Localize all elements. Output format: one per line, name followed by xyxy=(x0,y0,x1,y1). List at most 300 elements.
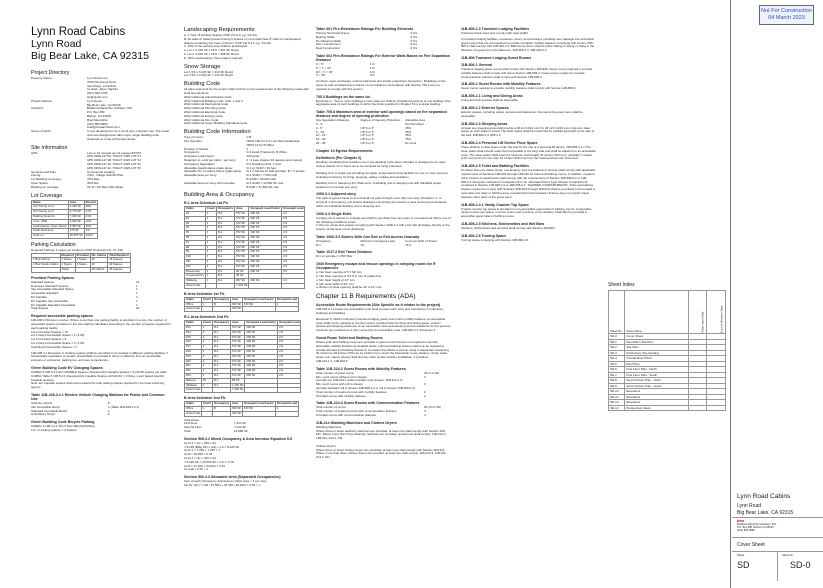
area-schedule-3 xyxy=(184,320,301,393)
section-1006-3-1-heading: 1006.3.1 Adjacent story. xyxy=(316,192,357,197)
area1-cell xyxy=(205,284,216,289)
code-info-value: R-1 Hotel (Transient), B Office xyxy=(246,150,287,155)
t224-row xyxy=(316,395,451,399)
code-info-key: Allowable Area per story: xyxy=(184,173,218,178)
site-entry-value: 30% Min xyxy=(87,180,99,185)
transient-doors-text: In transient lodging facilities, entrances, doors, and doorways providing user passage into and within guest rooms that are not required to provide compliant mobility features complying with section 11B-806.2 shall comply with 11B-404.2.3. Bathrooms doors shall be either sliding or swing in swing in the direction of egress from the bathroom. 11B-206.5.3, 11B-404.2.3 xyxy=(461,36,595,53)
code-info-value: R-1 Dwelling Units: 1 hour xyxy=(246,161,282,166)
area4-cell: 300 SF xyxy=(232,405,242,410)
area1-cell: #3 xyxy=(185,221,206,226)
allowable-area-heading: Section 506.3.3 Allowable Area (Separated Occupancies) xyxy=(184,475,281,480)
code-info-value: V-B xyxy=(246,135,252,140)
titleblock-project-name: Lynn Road Cabins xyxy=(737,493,791,500)
evcs-key: Ambulatory Req'd xyxy=(31,412,55,417)
area1-cell xyxy=(216,284,234,289)
provided-parking-key: EV Capable Standard Accessible xyxy=(31,302,76,307)
area1-cell: R-1 xyxy=(216,269,234,274)
area3-cell: 1 xyxy=(201,350,212,355)
area3-cell: 572 SF xyxy=(231,369,245,374)
chapter-10-heading: Chapter 10 Egress Requirements xyxy=(316,148,373,153)
bike-parking-text: CGBDC 4.106.4.1.1 Short Term Bicycle Parking For <4 parking spaces = 2 Spaces xyxy=(31,424,95,432)
area1-header-cell: Area xyxy=(235,207,249,212)
provided-parking-value: 1 xyxy=(136,291,138,296)
sheet-number-cell: SD-13 xyxy=(609,405,625,411)
site-entry-value: 34'-9" / 60' Max (Site Wide) xyxy=(87,184,124,189)
area1-cell: 572 SF xyxy=(235,260,249,265)
code-info-key: Occupancy: xyxy=(184,150,200,155)
snow-storage-list xyxy=(184,71,309,79)
area3-cell: 572 SF xyxy=(231,326,245,331)
t601-key: Non Bearing Walls xyxy=(316,38,341,43)
area4-cell: B xyxy=(212,406,230,411)
directory-entry-row xyxy=(31,107,171,130)
section-1006-3-3-heading: 1006.3.3 Single Exits. xyxy=(316,211,353,216)
area3-cell: #15 xyxy=(185,335,202,340)
area2-header-cell: Occupant Load Factor xyxy=(244,296,274,301)
area4-header-cell: Occupant Load xyxy=(276,401,298,406)
t7058-cell: 5 - 10' xyxy=(316,129,325,134)
sheet-number-cell: SD-8 xyxy=(609,378,625,384)
area1-cell: Breezeway xyxy=(185,269,206,274)
titleblock-divider-3 xyxy=(732,551,823,552)
t7058-cell: UP S or P xyxy=(360,133,374,138)
t10063-cell: 75 ft xyxy=(405,242,411,247)
area4-row xyxy=(185,411,299,416)
area1-cell: R-1 xyxy=(216,212,234,217)
code-info-value: 1 xyxy=(246,146,249,151)
area4-header-cell: Cabin xyxy=(185,402,202,407)
t2244-key: Provided rooms with communication features xyxy=(316,413,376,417)
t2244-value: 4 xyxy=(424,413,426,417)
coverage-cell: Total Lot xyxy=(32,234,69,239)
table-224-4-heading: Table 11B-224.4 Guest Rooms with Communication Features xyxy=(316,401,420,406)
sheet-name-cell: Demolition Site Plan xyxy=(625,339,688,345)
area-totals xyxy=(184,419,309,434)
coverage-cell: A/C Paving Lot 2 xyxy=(32,210,69,215)
toilet-bathing-heading: 11B-806.2.5 Toilet and Bathing Facilities xyxy=(461,164,530,169)
site-entry-key: Open Space: xyxy=(31,180,49,185)
firm-info: Bradford MacArthur Architect, INC. P.O. Box 680, Bishop CA 93515 (310) 866-9980 xyxy=(737,523,777,533)
area2-cell: 300 SF xyxy=(232,306,242,311)
area-total-key: First Floor xyxy=(184,421,198,426)
area3-cell: 2.9 xyxy=(278,330,301,335)
sheet-number-label: Sheet No. xyxy=(782,554,794,557)
coverage-cell: 2,776 SF xyxy=(68,210,84,215)
area1-cell: 1 xyxy=(205,226,216,231)
sheet-revision-cell xyxy=(707,405,726,411)
area1-cell: 200 SF xyxy=(249,236,282,241)
table-601-heading: Table 601 Fire-Resistance Ratings For Building Elements xyxy=(316,27,414,31)
table-224-4 xyxy=(316,406,451,417)
area1-cell: 2.9 xyxy=(282,240,305,245)
coverage-cell: 7,048 SF xyxy=(68,214,84,219)
green-code-heading: Green Building Code EV Charging Spaces xyxy=(31,366,103,371)
parking-cell: 1 Space xyxy=(75,263,90,268)
t10063-cell: Occupancy xyxy=(316,238,332,243)
area3-cell: 1 xyxy=(201,383,212,388)
mobility-heading: 11B-806.2 Guest Rooms with Mobility Features xyxy=(461,82,541,87)
area3-cell: 2.9 xyxy=(278,364,301,369)
t2244-value: 4 xyxy=(424,409,426,414)
section-1030-item: e. Bottom of clear opening shall be 44" A.F.F. min. xyxy=(316,285,383,290)
area3-cell: Walkway xyxy=(185,383,202,388)
area-schedule-2-heading: B Area Schedule 1st Flr. xyxy=(184,291,226,296)
area1-cell: 572 SF xyxy=(235,216,249,221)
area-total-value: 7,444 SF xyxy=(234,425,247,430)
t602-key: 10' < X < 30' xyxy=(316,69,333,74)
code-info-value: NFPA 13R for R-1 Low Rise Residential NFPA 13 for B Office xyxy=(246,138,300,147)
area3-cell: #16 xyxy=(185,340,202,345)
t7058-cell: Not Permitted xyxy=(405,121,424,126)
site-entry-row xyxy=(31,152,171,171)
section-1030-list xyxy=(316,271,451,290)
t2244-row xyxy=(316,414,451,418)
area1-cell: 572 SF xyxy=(235,212,249,217)
area2-cell: B xyxy=(212,302,230,307)
provided-parking-value: 1 xyxy=(136,298,138,303)
mixed-occupancy-line: = 8,226 SF / (10,500 SF x 1.0) = 0.78 xyxy=(184,459,234,464)
t2244-key: Total number of required rooms with communication features xyxy=(316,409,397,414)
code-info-value: 200 gross xyxy=(246,154,260,159)
evcs-value: 5 xyxy=(108,401,110,405)
area2-cell xyxy=(275,307,298,312)
t7058-cell: 3 - 5' xyxy=(316,125,323,130)
site-entry-key: Lot Building Coverage: xyxy=(31,177,62,182)
table-705-8-heading: Table 705.8 Maximum area of exterior wall openings based on fire separation distance and degree of opening protection xyxy=(316,110,447,119)
parking-header-cell: Total Required xyxy=(109,252,129,257)
building-code-intro: All plans and work for the project shall conform to the requirements of the following codes with local amendments: xyxy=(184,87,309,95)
area1-cell: #2 xyxy=(185,216,206,221)
area4-cell: 150 SF xyxy=(243,406,276,411)
area1-cell: 572 SF xyxy=(235,226,249,231)
area3-cell: R-1 xyxy=(212,340,230,345)
mixed-occupancy-heading: Section 508.3.2 Mixed Occupancy & Area Increase Equation 5-5 xyxy=(184,436,293,441)
t7058-cell: 45% xyxy=(405,133,412,138)
parking-cell: 10 xyxy=(90,263,108,268)
sheet-number-cell: SD-2 xyxy=(609,345,625,351)
table-601 xyxy=(316,32,451,51)
provided-parking-list xyxy=(31,281,171,311)
area1-cell: #10 xyxy=(185,255,206,260)
titleblock-city: Big Bear Lake, CA 92315 xyxy=(737,510,794,516)
area1-cell: 2.9 xyxy=(282,264,305,269)
area3-cell: Balcony xyxy=(185,378,202,383)
t7058-cell: Degree of Opening Protection xyxy=(360,118,401,123)
mixed-occupancy-line: As B = 36,000 = 0.03 xyxy=(184,452,213,457)
area1-header-cell: Cabin xyxy=(185,207,206,212)
area3-cell: #19 xyxy=(185,354,202,359)
landscaping-heading: Landscaping Requirements xyxy=(184,27,255,33)
area1-cell: 2.9 xyxy=(282,245,305,250)
building-code-heading: Building Code xyxy=(184,81,221,88)
t224-value: 2 xyxy=(424,389,426,394)
area3-cell: 200 SF xyxy=(245,354,278,359)
sheet-name-cell: Elevations xyxy=(625,400,688,406)
area2-cell xyxy=(243,307,276,312)
area1-cell: #5 xyxy=(185,231,206,236)
sheet-index-row xyxy=(609,405,726,411)
t7058-cell: 10 - 15' xyxy=(316,133,326,138)
area2-cell: Grand total xyxy=(186,306,200,311)
t7058-cell: 0 - 3' xyxy=(316,121,323,126)
area1-cell: 1 xyxy=(205,255,216,260)
section-705-3-text: Exception 1 : Two or more buildings on the same lot shall be considered portions of one building if the aggregate area of such buildings is within the limits specified in Chapter 5 for a single building. xyxy=(316,98,451,107)
evcs-row xyxy=(31,413,171,417)
area3-cell: 1 xyxy=(201,354,212,359)
parking-cell: 1 Space xyxy=(60,258,75,263)
parking-cell: 26 Cabins xyxy=(90,268,108,273)
site-entry-value: V(M) - Village Specific Plan xyxy=(87,173,124,178)
area1-cell: 837 SF xyxy=(235,279,249,284)
site-entry-key: APN: xyxy=(31,150,39,155)
snow-storage-heading: Snow Storage xyxy=(184,63,221,70)
area3-cell: 200 SF xyxy=(245,335,278,340)
snow-item: Lot 1 5% x 6,445 SF = 323 SF Req'd xyxy=(184,69,233,74)
building-code-info-heading: Building Code Information xyxy=(184,129,251,136)
area1-header-cell: Occupant Load Factor xyxy=(250,206,281,211)
area1-cell: 1 xyxy=(205,245,216,250)
bike-parking-heading: Green Building Code Bicycle Parking xyxy=(31,420,95,425)
area3-cell: 1 xyxy=(201,359,212,364)
area-total-key: Total: xyxy=(184,428,192,433)
area1-cell: 572 SF xyxy=(235,245,249,250)
t2244-key: Total number of rooms xyxy=(316,405,346,410)
code-item: 2022 California Administrative Code xyxy=(184,94,232,99)
area3-cell: 572 SF xyxy=(231,374,245,379)
t7058-cell: 15 - 20' xyxy=(316,137,326,142)
area3-cell: 200 SF xyxy=(245,374,278,379)
area1-cell: 572 SF xyxy=(235,264,249,269)
area4-cell xyxy=(243,411,276,416)
coverage-cell: 38% xyxy=(84,205,97,210)
exception-text: 11B-208.3.1 Exception 2. Parking spaces shall be permitted to be located in different parking facilities if substantially equivalent or greater accessibility is provided in terms of distance from an accessible entrance or entrances, parking fee, and user convenience. xyxy=(31,350,168,363)
t601-key: Bearing Walls xyxy=(316,34,335,39)
mixed-occupancy-line: As total = 0.97 < 1 xyxy=(184,467,209,472)
sheet-index-header-cell: Sheet Name xyxy=(625,291,688,334)
section-705-3-heading: 705.3 Buildings on the same lot. xyxy=(316,94,371,99)
area3-cell xyxy=(278,388,301,393)
t7058-cell: 20 - 25' xyxy=(316,140,326,145)
area1-cell: 200 SF xyxy=(249,245,282,250)
area3-cell: R-1 xyxy=(212,330,230,335)
area-schedule-4-heading: B Area Schedule 2nd Flr. xyxy=(184,396,227,401)
area1-cell: 2.9 xyxy=(282,250,305,255)
required-accessible-text: 11B-208.2 Minimum number. Where more than one parking facility is provided on a site, the number of accessible spaces provided on the site shall be calculated according to the number of spaces required for each parking facility. xyxy=(31,318,171,330)
t601-value: 0 hrs xyxy=(410,34,418,39)
area-schedule-4 xyxy=(184,401,299,416)
sheet-number-cell: SD-3 xyxy=(609,350,625,356)
area1-cell: R-1 xyxy=(216,260,234,265)
area3-header-cell: Area xyxy=(231,321,245,326)
site-information-heading: Site Information xyxy=(31,144,68,151)
t224-key: Provided rooms with mobility features xyxy=(316,393,366,398)
area3-cell: 572 SF xyxy=(231,330,245,335)
evcs-table xyxy=(31,402,171,417)
area3-cell: R-1 xyxy=(212,345,230,350)
general-text: Transient lodging guest rooms shall comply with Section 11B-806. Guest rooms required to provide mobility features shall comply with Items Section 11B-806.2. Guest rooms required to provide communication features shall comply with Section 11B-806.3. xyxy=(461,66,593,79)
sheet-index-header-cell: Sheet No. xyxy=(609,291,625,334)
parking-header-cell: Provided xyxy=(76,252,89,257)
area3-cell: R-1 xyxy=(212,335,230,340)
area1-cell: R-1 xyxy=(216,279,234,284)
evcs-value: 1 xyxy=(108,408,110,413)
area2-cell: 300 SF xyxy=(232,301,242,306)
table-1017-2-text: R-1 w/ sprinkler = 250' Max xyxy=(316,254,353,259)
section-1006-3-1-text: The path of egress travel to an exit shall not pass through more than one story. Exception 1 : In Group R-1 Occupancy, exit access stairways connecting four stories or less serving and contained within an individual dwelling unit or sleeping unit. xyxy=(316,196,447,208)
evcs-value: 0 xyxy=(108,412,110,417)
area4-cell: 2 xyxy=(275,406,298,411)
provided-parking-heading: Provided Parking Spaces xyxy=(31,275,75,280)
area2-cell xyxy=(201,307,212,312)
column-2 xyxy=(184,24,309,584)
coverage-cell: 2,036 SF xyxy=(68,219,84,224)
site-entry-value: Lots to be merged per lot merger #XXXX APN 0308-147-06, TRACT 2920 LOT 51 APN 0308-147-08, TRACT 2920 LOT 52 APN 0308-147-10, TRACT 2920 LOT 54 APN 0308-147-12, TRACT 2920 LOT 55 xyxy=(87,150,142,170)
area1-cell: 572 SF xyxy=(235,236,249,241)
site-information xyxy=(31,152,171,190)
building-code-info xyxy=(184,136,309,189)
area1-cell: 1 xyxy=(205,216,216,221)
sheet-name-cell: Roof Plan xyxy=(625,361,688,367)
provided-parking-key: Total Spaces xyxy=(31,306,49,311)
provided-parking-key: Standard Spaces xyxy=(31,279,55,284)
kitchens-heading: 11B-806.2.5 Kitchens, Kitchenettes and Wet Bars xyxy=(461,221,545,226)
table-705-8 xyxy=(316,119,451,146)
sheet-issue-cell xyxy=(688,405,707,411)
table-1017-2-heading: Table 1017.2 Exit Travel Distance xyxy=(316,250,373,255)
mixed-occupancy-line: As R-1 = (At + (NS x If)) xyxy=(184,455,216,460)
accessible-line: Total Req'd Accessible Spaces = 2 xyxy=(31,344,77,349)
mixed-occupancy-line: As R-1 = 7,035 + 7,035 = 1 xyxy=(184,448,221,453)
area1-cell: #12 xyxy=(185,264,206,269)
section-1030-item: d. Min clear width of 20" min. xyxy=(316,281,355,286)
parking-cell: 16 Spaces xyxy=(108,258,130,263)
area3-cell: R-1 xyxy=(212,383,230,388)
t7058-cell: 15% xyxy=(405,125,412,130)
area1-cell: 200 SF xyxy=(249,255,282,260)
area2-header-cell: Area xyxy=(231,297,243,302)
area2-header-cell: Occupant Load xyxy=(276,296,298,301)
area3-cell: #13 xyxy=(185,326,202,331)
t10063-cell: 10 xyxy=(360,242,364,247)
area3-cell: 200 SF xyxy=(245,340,278,345)
projections-text: Cornices, eave overhangs, exterior balconies and similar projections, Exception : Buildings on the same lot and considered as portions of one building in accordance with Section 705.3 are not required to comply with this section. xyxy=(316,79,446,91)
exception-6-text: Exception 6. Within multi-story transient lodging guest rooms with mobility features, an accessible route shall not be required to connect stories provided that the living and dining areas, exterior spaces and sleeping areas are on an accessible route and sleeping accommodations for two persons minimum are provided on a story served by an accessible route. 11B-206.2.3, Exception 6 xyxy=(316,316,451,333)
area3-cell: 200 SF xyxy=(245,359,278,364)
area2-header-cell: Occupancy xyxy=(213,296,230,301)
titleblock-divider xyxy=(730,0,731,588)
sheet-number-cell: SD-0 xyxy=(609,334,625,340)
area3-cell: 2.9 xyxy=(278,354,301,359)
code-info-value: R-1 S13R = 7,000 sq/ft B S13R = 36,000 sq/ft xyxy=(246,173,278,181)
area1-cell: 1 xyxy=(205,269,216,274)
area-schedule-2 xyxy=(184,297,299,312)
code-info-key: Occupancy Separation: xyxy=(184,161,216,166)
area4-header-cell: Area xyxy=(231,402,243,407)
evcs-key: Van Accessible Req'd xyxy=(31,404,60,409)
sleeping-areas-heading: 11B-806.2.3 Sleeping Areas xyxy=(461,121,508,126)
table-602 xyxy=(316,63,451,78)
area1-cell: 572 SF xyxy=(235,240,249,245)
area1-cell: #4 xyxy=(185,226,206,231)
area3-cell: 1 xyxy=(201,335,212,340)
area1-cell: 200 SF xyxy=(249,226,282,231)
area1-cell: 2.9 xyxy=(282,216,305,221)
coverage-cell: 12% xyxy=(84,219,97,224)
area3-cell: 1,230 SF xyxy=(232,382,244,387)
area3-cell: 2.9 xyxy=(278,369,301,374)
parking-cell: 10 Spaces xyxy=(108,263,130,268)
directory-entry-key: Scope of Work: xyxy=(31,129,52,134)
mobility-text: Guest rooms required to provide mobility features shall comply with Section 11B-806.2. xyxy=(461,86,577,91)
provided-parking-key: EV Capable Van Accessible xyxy=(31,298,68,303)
coverage-header-cell: Percent xyxy=(85,199,96,204)
sheet-number-cell: SD-5 xyxy=(609,361,625,367)
directory-entry-key: Architect: xyxy=(31,106,44,111)
t224-key: Total number of required rooms with mobility features xyxy=(316,389,387,394)
area1-cell: 572 SF xyxy=(235,221,249,226)
sheet-index xyxy=(608,282,726,411)
parking-cell xyxy=(32,268,61,273)
area3-cell: R-1 xyxy=(212,350,230,355)
directory-entry-key: Property Owner: xyxy=(31,76,53,80)
area1-header-cell: Occupancy xyxy=(217,206,234,211)
firm-logo: bma xyxy=(737,519,745,523)
t602-row xyxy=(316,74,451,78)
coverage-cell: A/C Paving Lot 1 xyxy=(32,205,69,210)
sheet-index-table xyxy=(608,290,726,411)
washing-heading: 11B-214 Washing Machines and Clothes Dryers xyxy=(316,420,397,425)
area1-cell: 0.5 xyxy=(282,269,305,274)
sheet-number-cell: SD-7 xyxy=(609,372,625,378)
ev-note-text: Note: EV Capable spaces shall count toward the total parking spaces required by the local enforcing agency. xyxy=(31,381,164,390)
area1-cell: 2.9 xyxy=(282,231,305,236)
project-name: Lynn Road Cabins xyxy=(31,26,126,38)
t601-value: 0 hrs xyxy=(410,31,418,35)
sheet-name-cell: Site Plan xyxy=(625,345,688,351)
vanity-heading: 11B-806.2.4.1 Vanity Counter Top Space xyxy=(461,202,529,207)
code-info-row xyxy=(184,182,309,190)
stamp-line-1: Not For Construction xyxy=(761,8,812,14)
area3-cell: 572 SF xyxy=(231,359,245,364)
area1-cell: 200 SF xyxy=(249,264,282,269)
parking-required-text: Required Parking: 1 space per bedroom (VSP Ordinance No. 97-142) xyxy=(31,247,124,252)
coverage-cell: 26,387 SF xyxy=(69,233,83,238)
mixed-occupancy-lines xyxy=(184,442,309,472)
area1-cell: 200 SF xyxy=(249,231,282,236)
area1-cell: #8 xyxy=(185,245,206,250)
area2-cell: 2 xyxy=(275,302,298,307)
t7058-cell: 25% xyxy=(405,129,412,134)
area3-cell: #23 xyxy=(185,374,202,379)
sheet-name-cell: Overall Floor Plans xyxy=(625,356,688,362)
directory-entry-value: Lynn Road LLC 4706 Panorama Drive San Diego, CA 92116 Contact: Jason Saphire (917) 652-1799 jsc@gmail.com xyxy=(87,76,119,99)
coverage-cell: Trash Enclosure xyxy=(32,229,69,234)
area1-cell: 572 SF xyxy=(235,255,249,260)
landscaping-list xyxy=(184,34,309,61)
directory-entry-key: Project Address: xyxy=(31,98,53,103)
t7058-cell: UP S or P xyxy=(360,125,374,130)
area3-header-cell: Occupant Load Factor xyxy=(246,320,277,325)
area3-cell: R-1 xyxy=(212,378,230,383)
area3-cell: 2.9 xyxy=(278,350,301,355)
parking-header-cell: Required xyxy=(61,252,74,257)
t7058-cell: 75% xyxy=(405,137,412,142)
green-code-text: CGBDC 5.106.5.3.1 EV CAPABLE Spaces: Required EV Capable Spaces = 6 (26-50 spaces per table CGBDC Table 5.106.5.3.1) Required EV Capable Spaces with EVSC = 2 (Req. count based total EV Capable spaces). xyxy=(31,370,167,382)
sheet-name-cell: First Floor Plan - North xyxy=(625,367,688,373)
guest-toilet-text: Where toilet and bathing rooms are provided in guest rooms that are not required to provide accessible mobility features as detailed below, toilet and bathing fixtures shall only be required to provide all toilet and bathing fixtures in a location that allows a person using a wheelchair measuring 30 inches by 48 inches (760 mm by 1219 mm) to touch the wheelchair to any lavatory, urinal, water closet, tub, sauna, shower stall and any other similar sanitary installation, if provided. 11B-224.1.4, 11B-603.6 xyxy=(316,340,449,364)
coverage-cell: 1% xyxy=(84,229,97,234)
living-dining-heading: 11B-806.2.1 Living and Dining Areas xyxy=(461,94,523,99)
